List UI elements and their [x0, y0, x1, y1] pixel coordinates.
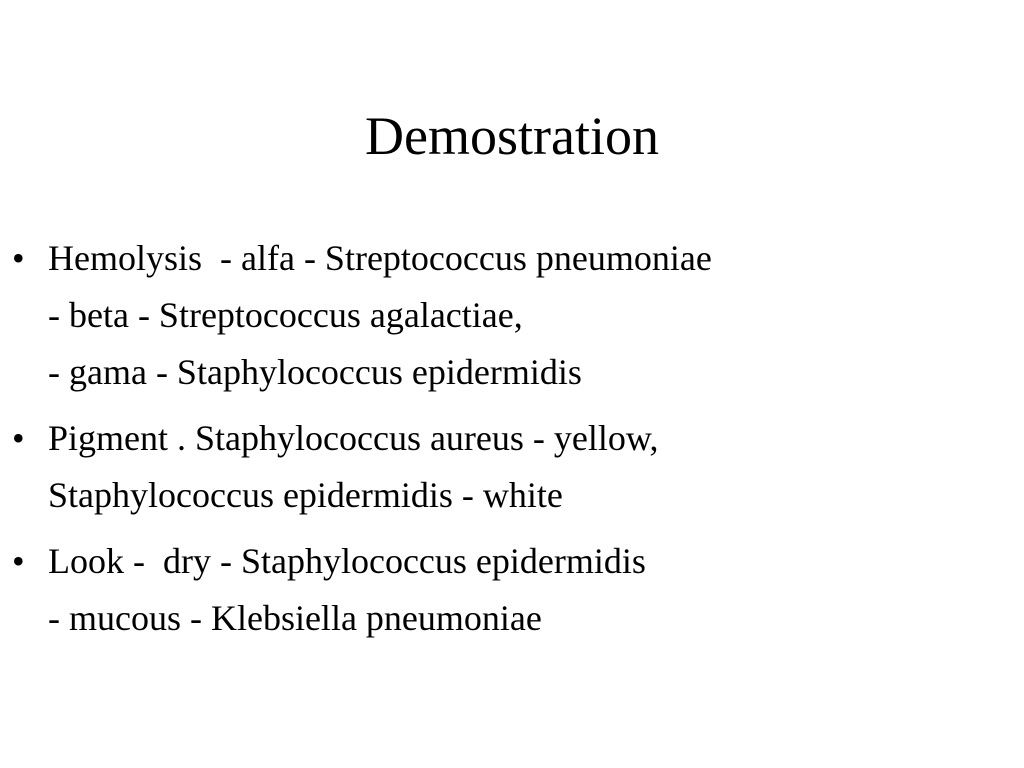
bullet-icon: •	[12, 541, 25, 581]
slide-title: Demostration	[365, 106, 659, 166]
bullet-line: - gama - Staphylococcus epidermidis	[48, 352, 582, 392]
bullet-line: - beta - Streptococcus agalactiae,	[48, 295, 523, 335]
bullet-line: Look - dry - Staphylococcus epidermidis	[48, 541, 646, 581]
bullet-icon: •	[12, 418, 25, 458]
bullet-line: Staphylococcus epidermidis - white	[48, 475, 563, 515]
bullet-line: Pigment . Staphylococcus aureus - yellow,	[48, 418, 659, 458]
bullet-item-look	[0, 533, 1000, 647]
bullet-line: Hemolysis - alfa - Streptococcus pneumoniae	[48, 238, 712, 278]
bullet-line: - mucous - Klebsiella pneumoniae	[48, 598, 542, 638]
bullet-item-pigment	[0, 410, 1000, 524]
bullet-item-hemolysis	[0, 230, 1000, 401]
bullet-list	[0, 230, 1000, 656]
bullet-icon: •	[12, 238, 25, 278]
